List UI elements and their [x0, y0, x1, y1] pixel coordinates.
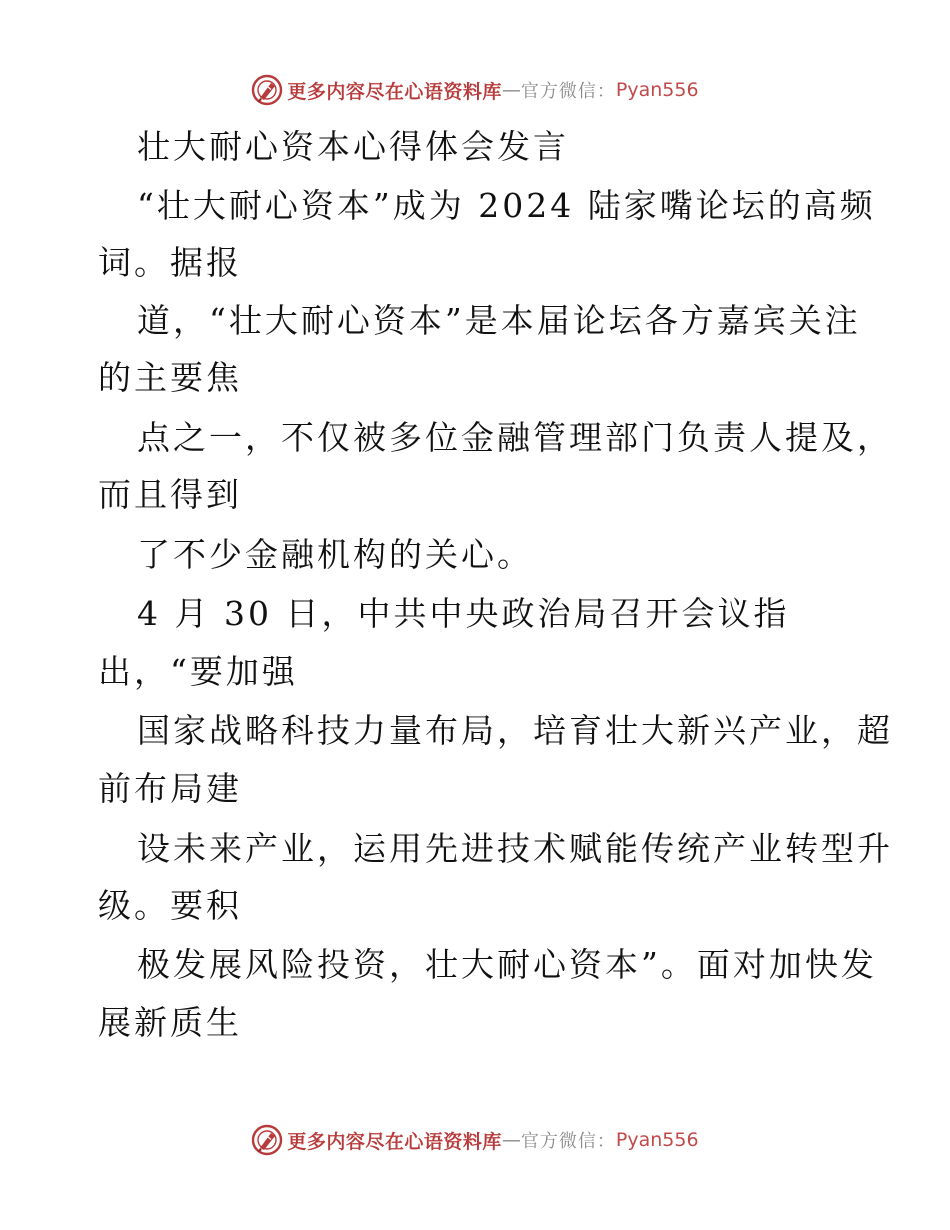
banner-site-text: 更多内容尽在心语资料库: [287, 1130, 502, 1153]
paragraph-line: 词。据报: [98, 243, 242, 282]
pen-nib-logo-icon: [251, 1124, 283, 1156]
paragraph-line: 而且得到: [98, 475, 242, 514]
banner-wechat-label: 官方微信：: [520, 81, 616, 102]
paragraph-line: 展新质生: [98, 1003, 242, 1042]
paragraph-line: 设未来产业，运用先进技术赋能传统产业转型升: [137, 829, 893, 868]
paragraph-line: 级。要积: [98, 886, 242, 925]
paragraph-line: “壮大耐心资本”成为 2024 陆家嘴论坛的高频: [137, 186, 876, 225]
banner-wechat-label: 官方微信：: [520, 1131, 616, 1152]
paragraph-line: 点之一，不仅被多位金融管理部门负责人提及，: [137, 418, 893, 457]
paragraph-line: 国家战略科技力量布局，培育壮大新兴产业，超: [137, 711, 893, 750]
paragraph-line: 的主要焦: [98, 358, 242, 397]
banner-wechat-id: Pyan556: [615, 79, 699, 101]
paragraph-line: 了不少金融机构的关心。: [137, 535, 533, 574]
paragraph-line: 道，“壮大耐心资本”是本届论坛各方嘉宾关注: [137, 301, 861, 340]
banner-wechat-id: Pyan556: [615, 1129, 699, 1151]
footer-banner: [0, 1120, 950, 1160]
paragraph-line: 出，“要加强: [98, 652, 298, 691]
banner-separator: —: [501, 1129, 521, 1151]
document-title: 壮大耐心资本心得体会发言: [137, 127, 569, 166]
paragraph-line: 极发展风险投资，壮大耐心资本”。面对加快发: [137, 945, 877, 984]
paragraph-line: 前布局建: [98, 769, 242, 808]
banner-separator: —: [501, 79, 521, 101]
paragraph-line: 4 月 30 日，中共中央政治局召开会议指: [137, 594, 790, 633]
banner-site-text: 更多内容尽在心语资料库: [287, 80, 502, 103]
